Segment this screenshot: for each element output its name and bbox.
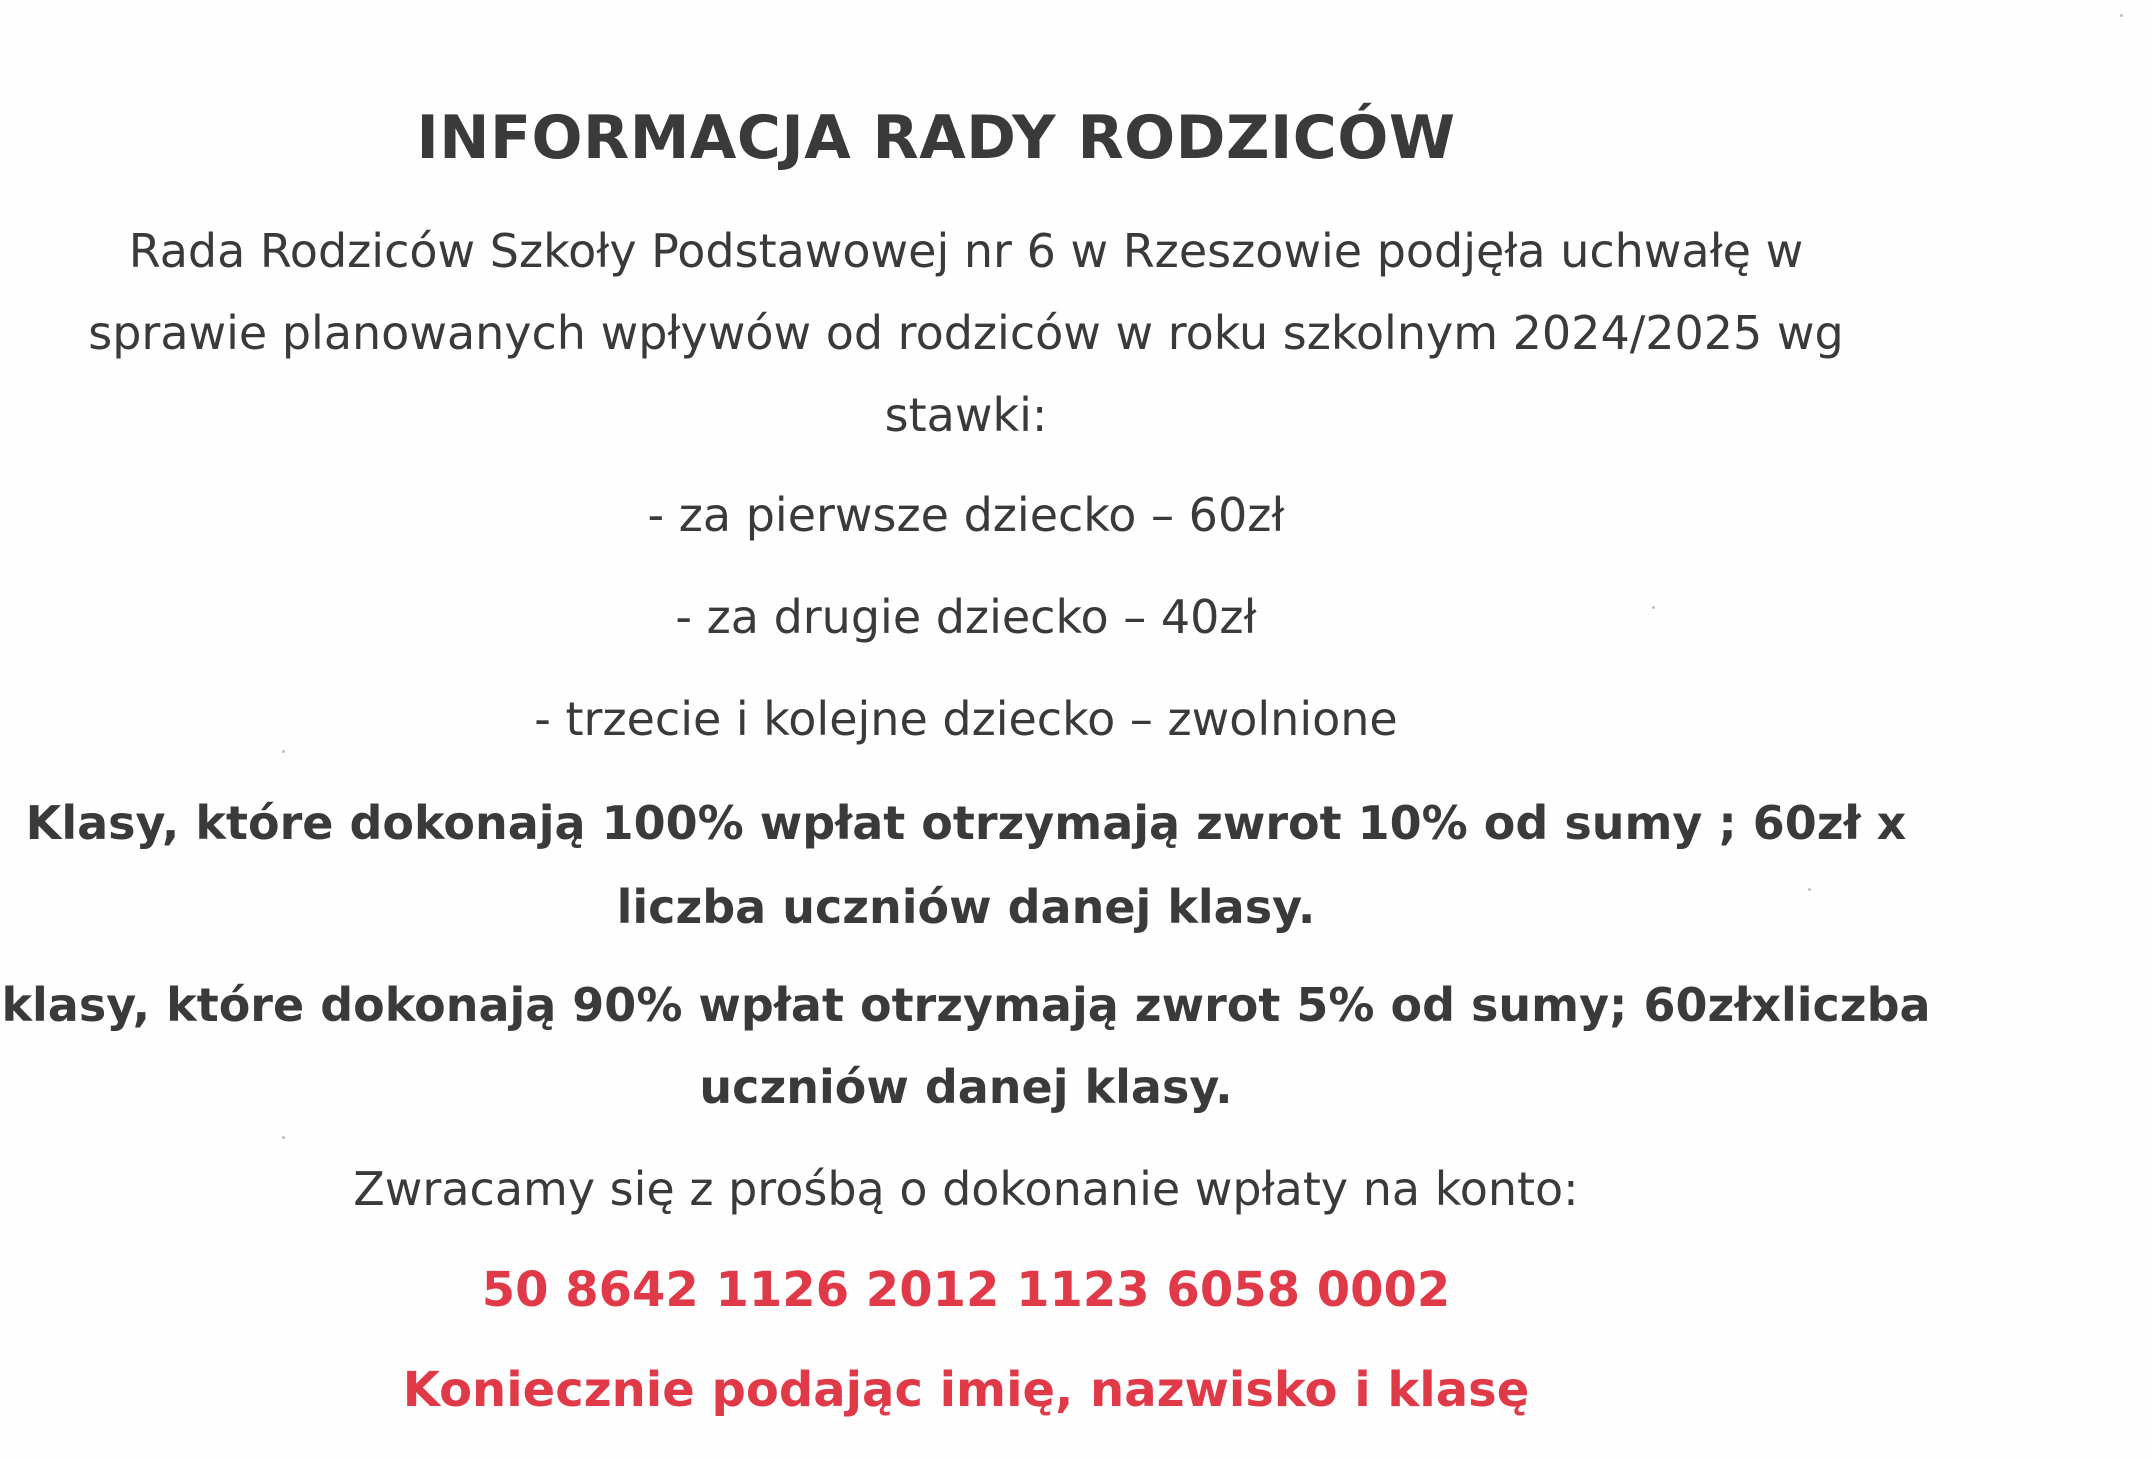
intro-line-3: stawki:: [884, 388, 1048, 442]
payment-note: Koniecznie podając imię, nazwisko i klasę: [402, 1362, 1530, 1418]
refund-90-line-1: klasy, które dokonają 90% wpłat otrzymają zwrot 5% od sumy; 60złxliczba: [1, 978, 1931, 1032]
payment-request: Zwracamy się z prośbą o dokonanie wpłaty na konto:: [353, 1162, 1579, 1216]
refund-100-line-1: Klasy, które dokonają 100% wpłat otrzymają zwrot 10% od sumy ; 60zł x: [25, 796, 1907, 850]
document-title: INFORMACJA RADY RODZICÓW: [416, 103, 1456, 173]
intro-line-1: Rada Rodziców Szkoły Podstawowej nr 6 w Rzeszowie podjęła uchwałę w: [128, 224, 1804, 278]
scan-speck: [282, 1136, 285, 1139]
intro-line-2: sprawie planowanych wpływów od rodziców w roku szkolnym 2024/2025 wg: [88, 306, 1844, 360]
refund-90-line-2: uczniów danej klasy.: [699, 1060, 1233, 1114]
scan-speck: [2120, 14, 2123, 17]
scan-speck: [1652, 606, 1655, 609]
scan-speck: [1808, 888, 1811, 891]
scan-speck: [282, 750, 285, 753]
rate-second-child: - za drugie dziecko – 40zł: [675, 590, 1257, 644]
rate-first-child: - za pierwsze dziecko – 60zł: [647, 488, 1285, 542]
account-number: 50 8642 1126 2012 1123 6058 0002: [481, 1262, 1451, 1318]
refund-100-line-2: liczba uczniów danej klasy.: [616, 880, 1316, 934]
rate-third-child: - trzecie i kolejne dziecko – zwolnione: [534, 692, 1398, 746]
